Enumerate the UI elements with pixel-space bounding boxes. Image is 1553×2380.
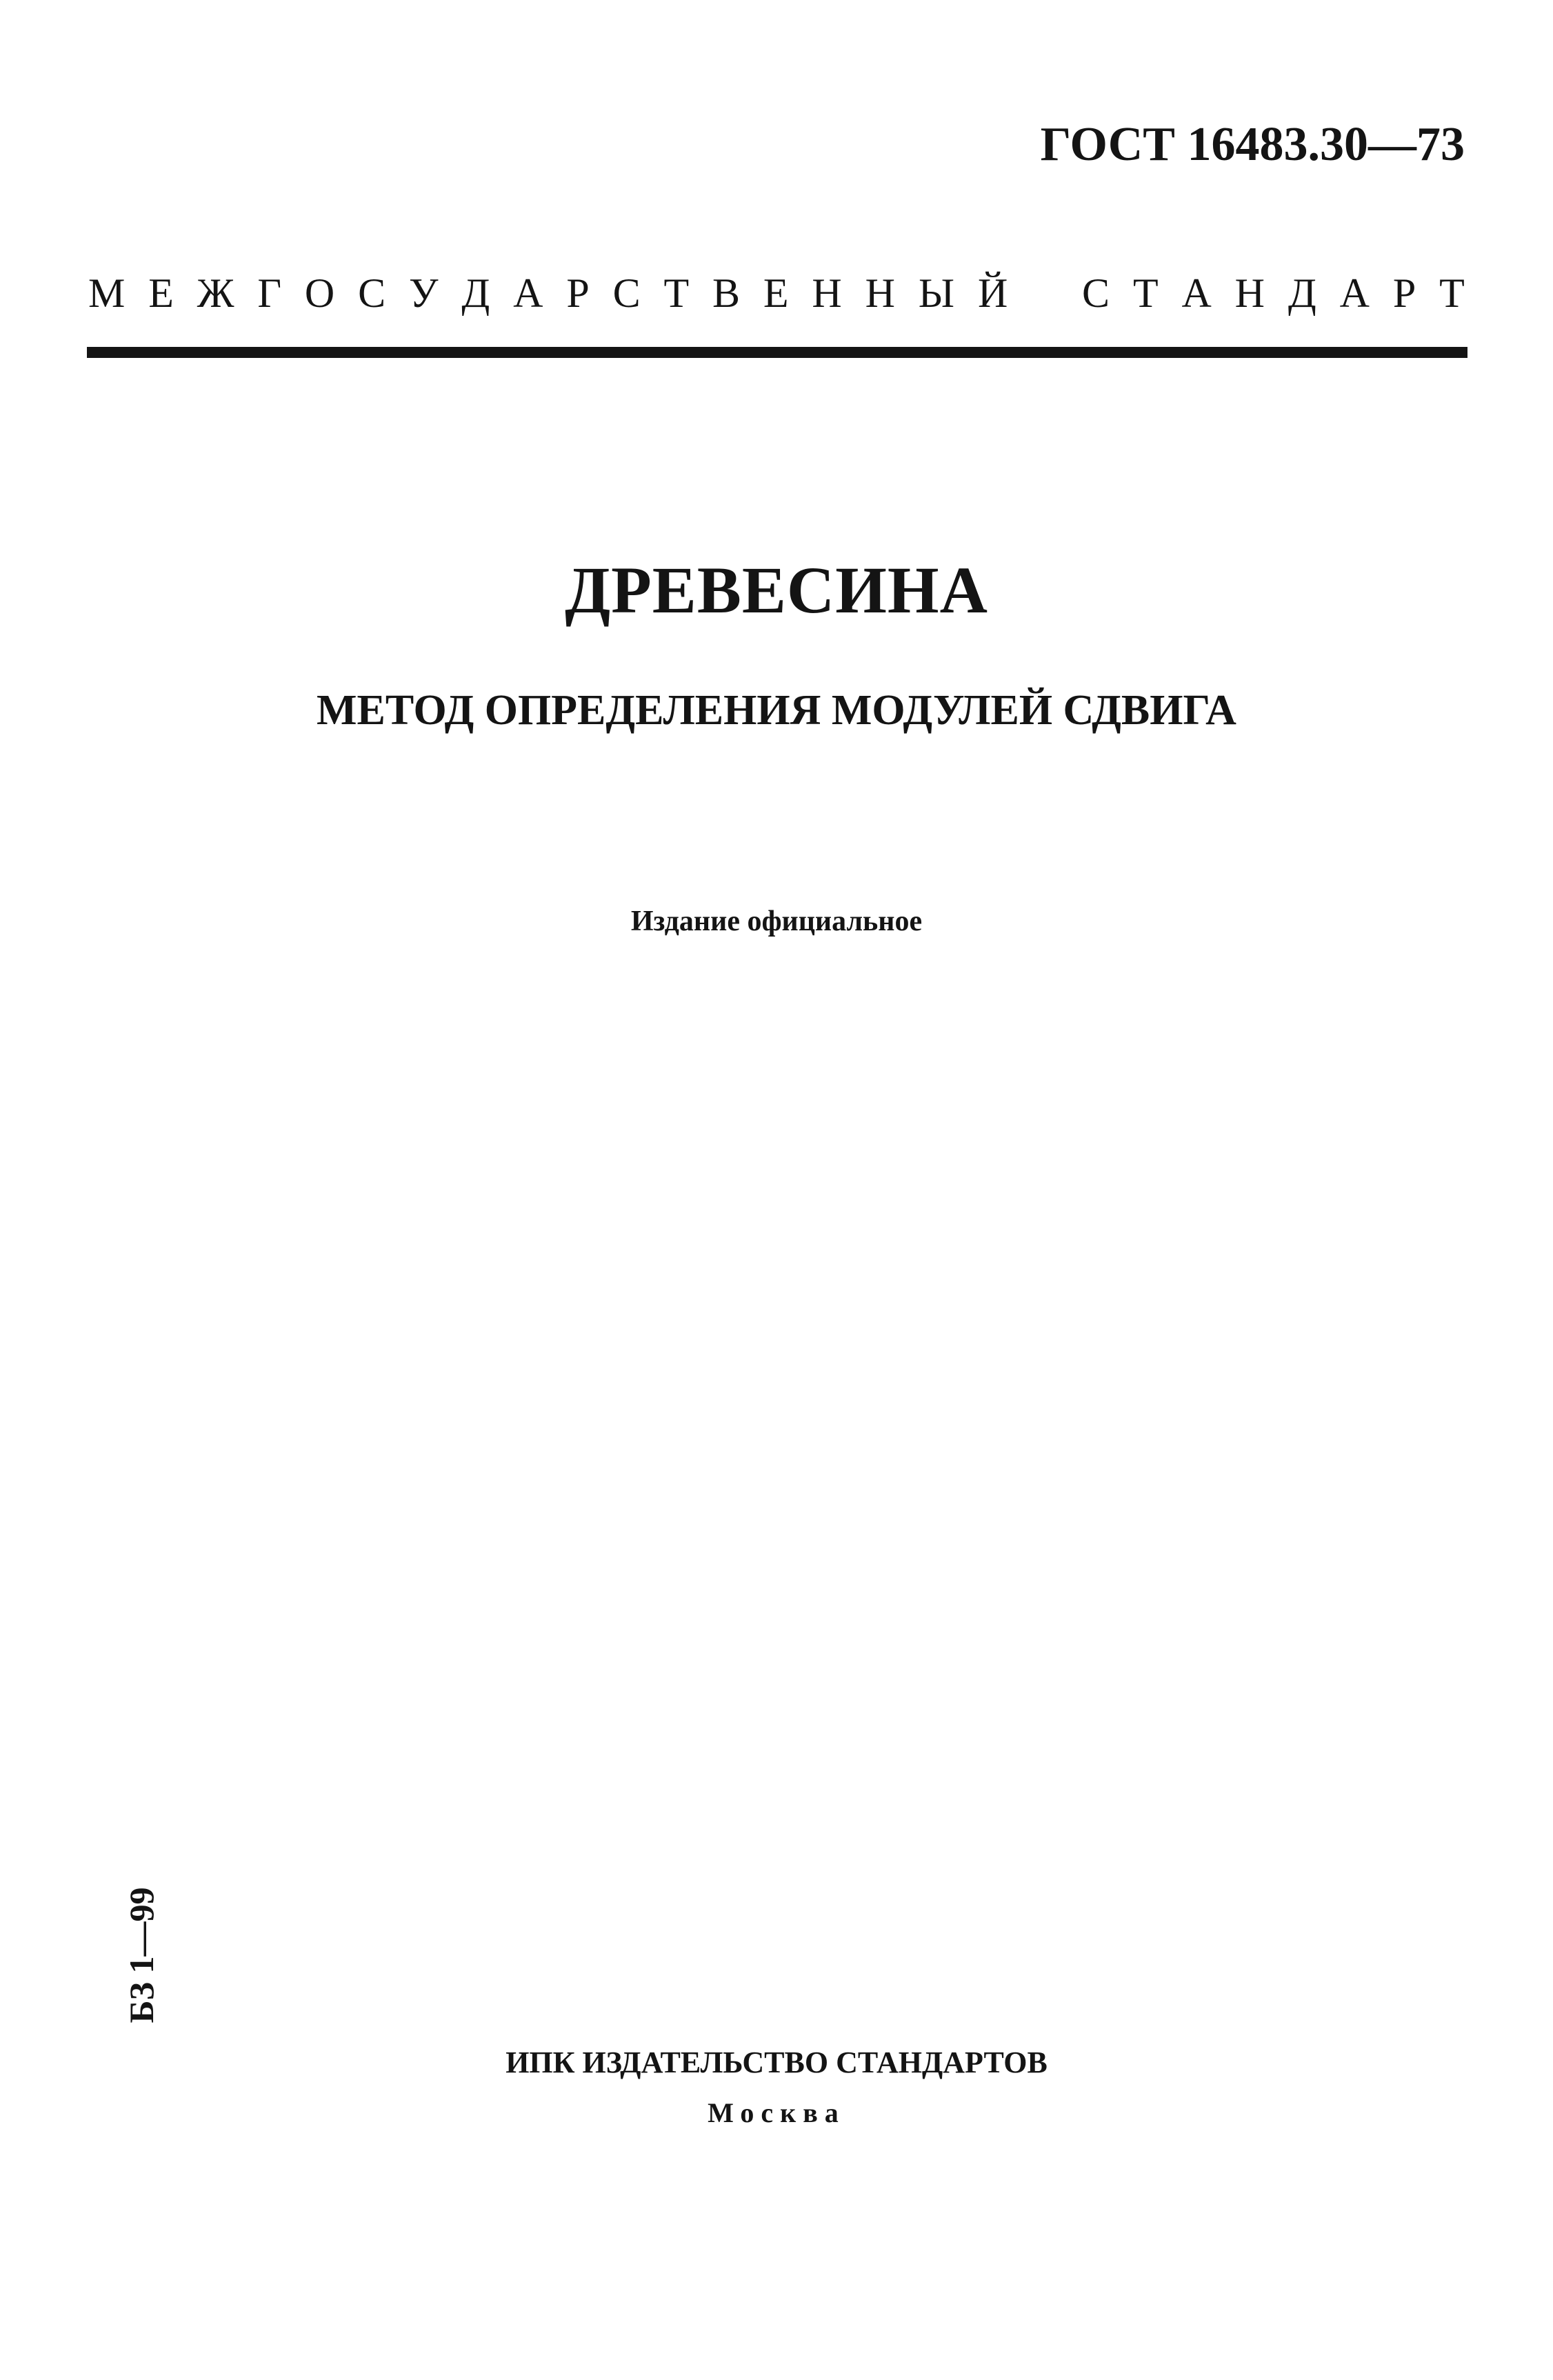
heading-letter: Ы (918, 270, 955, 316)
heading-letter: Н (1234, 270, 1265, 316)
heading-letter: Р (1392, 270, 1416, 316)
heading-letter: С (612, 270, 641, 316)
side-code: БЗ 1—99 (122, 1887, 161, 2023)
heading-letter: Й (977, 270, 1008, 316)
heading-letter: Т (1132, 270, 1159, 316)
heading-letter: Д (1288, 270, 1316, 316)
heading-letter: А (513, 270, 543, 316)
heading-letter: У (409, 270, 439, 316)
heading-letter: Т (1439, 270, 1465, 316)
heading-letter: Д (461, 270, 490, 316)
heading-letter: С (1082, 270, 1110, 316)
heading-letter: Н (812, 270, 842, 316)
heading-letter: М (88, 270, 126, 316)
standard-designation: ГОСТ 16483.30—73 (1040, 118, 1465, 171)
edition-note: Издание официальное (630, 906, 923, 937)
heading-letter: Е (763, 270, 789, 316)
standard-type-heading (88, 272, 1465, 314)
document-title: ДРЕВЕСИНА (565, 553, 988, 627)
publisher-name: ИПК ИЗДАТЕЛЬСТВО СТАНДАРТОВ (505, 2046, 1048, 2079)
heading-letter: А (1181, 270, 1212, 316)
heading-letter: Ж (197, 270, 234, 316)
heading-letter: Н (865, 270, 895, 316)
publisher-city: Москва (708, 2097, 845, 2128)
heading-rule (87, 347, 1467, 358)
heading-letter: О (304, 270, 335, 316)
heading-letter: Р (566, 270, 590, 316)
heading-letter: Г (257, 270, 282, 316)
heading-letter: А (1339, 270, 1370, 316)
document-subtitle: МЕТОД ОПРЕДЕЛЕНИЯ МОДУЛЕЙ СДВИГА (317, 687, 1236, 734)
heading-letter: Е (148, 270, 174, 316)
word-gap (1031, 272, 1059, 314)
heading-letter: В (712, 270, 741, 316)
heading-letter: С (358, 270, 386, 316)
heading-letter: Т (663, 270, 690, 316)
